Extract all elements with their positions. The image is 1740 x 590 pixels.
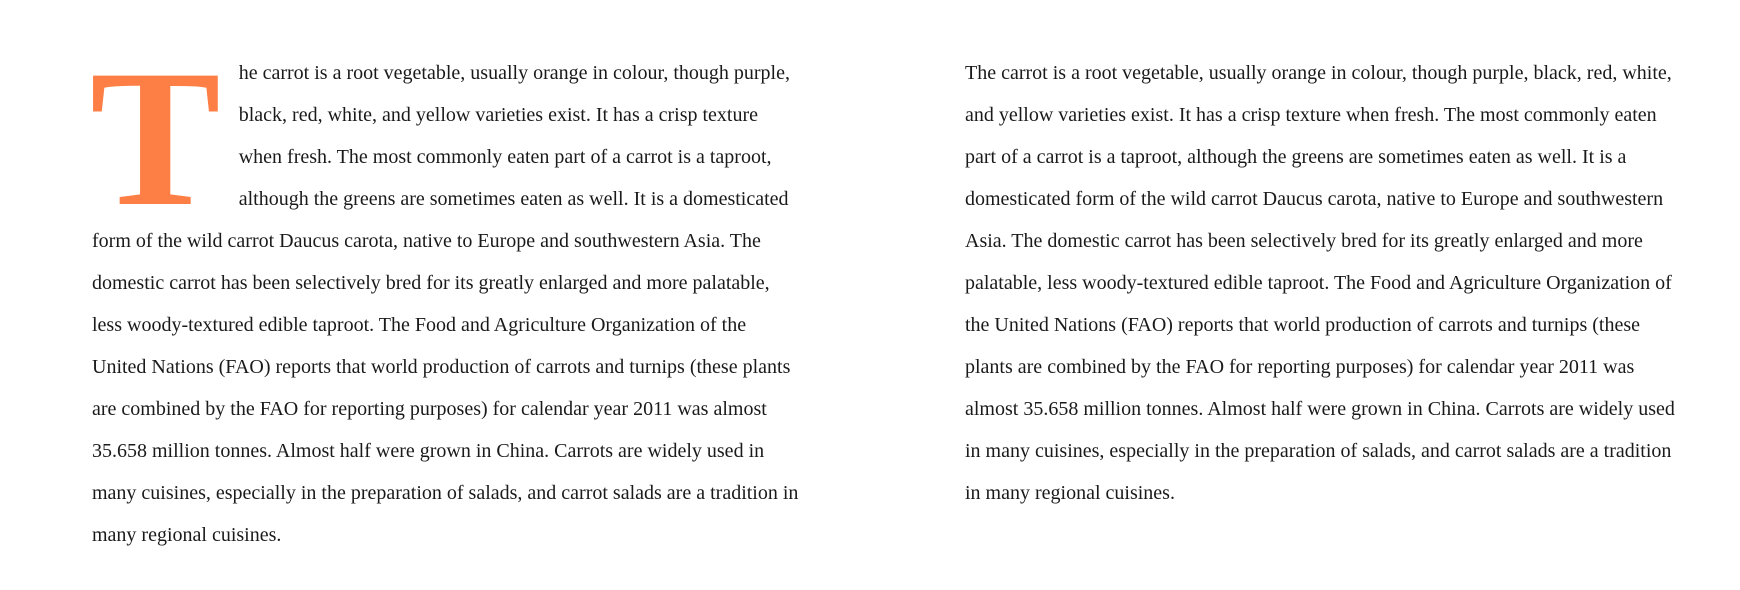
article-plain — [965, 52, 1677, 514]
article-body-text: he carrot is a root vegetable, usually orange in colour, though purple, black, red, white, and yellow varieties exist. It has a crisp texture when fresh. The most commonly eaten part of a carrot is a taproot, although the greens are sometimes eaten as well. It is a domesticated form of the wild carrot Daucus carota, native to Europe and southwestern Asia. The domestic carrot has been selectively bred for its greatly enlarged and more palatable, less woody-textured edible taproot. The Food and Agriculture Organization of the United Nations (FAO) reports that world production of carrots and turnips (these plants are combined by the FAO for reporting purposes) for calendar year 2011 was almost 35.658 million tonnes. Almost half were grown in China. Carrots are widely used in many cuisines, especially in the preparation of salads, and carrot salads are a tradition in many regional cuisines. — [92, 62, 799, 546]
dropcap-letter: T — [90, 30, 221, 247]
article-body-text: The carrot is a root vegetable, usually orange in colour, though purple, black, red, white, and yellow varieties exist. It has a crisp texture when fresh. The most commonly eaten part of a carrot is a taproot, although the greens are sometimes eaten as well. It is a domesticated form of the wild carrot Daucus carota, native to Europe and southwestern Asia. The domestic carrot has been selectively bred for its greatly enlarged and more palatable, less woody-textured edible taproot. The Food and Agriculture Organization of the United Nations (FAO) reports that world production of carrots and turnips (these plants are combined by the FAO for reporting purposes) for calendar year 2011 was almost 35.658 million tonnes. Almost half were grown in China. Carrots are widely used in many cuisines, especially in the preparation of salads, and carrot salads are a tradition in many regional cuisines. — [965, 62, 1675, 504]
article-with-dropcap — [90, 30, 804, 556]
